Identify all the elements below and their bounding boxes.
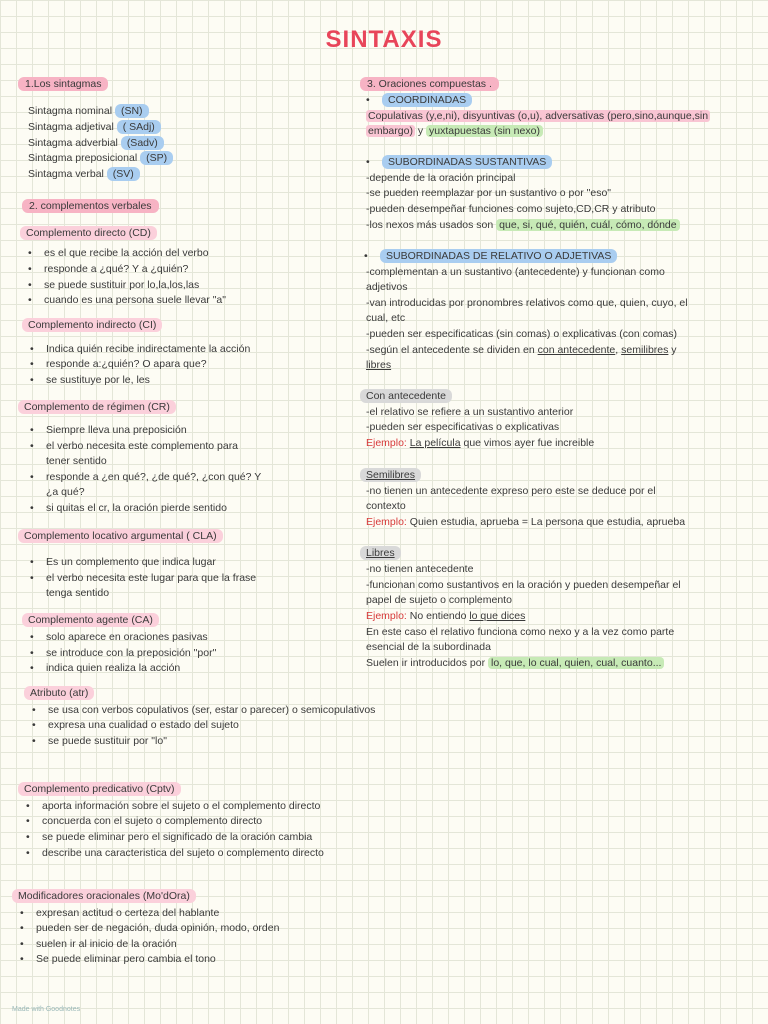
list-item: • responde a ¿en qué?, ¿de qué?, ¿con qué? Y: [46, 471, 261, 483]
page-title: SINTAXIS: [325, 26, 443, 53]
text-line: -pueden ser especificaticas (sin comas) o explicativas (con comas): [366, 328, 678, 340]
ci-heading: Complemento indirecto (CI): [22, 319, 162, 331]
list-item: Sintagma preposicional (SP): [28, 152, 173, 164]
ca-heading: Complemento agente (CA): [22, 614, 159, 626]
list-item: • expresa una cualidad o estado del sujeto: [48, 719, 239, 731]
list-item: • el verbo necesita este lugar para que la frase: [46, 572, 256, 584]
text-line: -funcionan como sustantivos en la oración y pueden desempeñar el: [366, 579, 681, 591]
text-line: -los nexos más usados son que, si, qué, quién, cuál, cómo, dónde: [366, 219, 680, 231]
list-item: tener sentido: [46, 455, 107, 467]
list-item: • es el que recibe la acción del verbo: [44, 247, 209, 259]
list-item: • Siempre lleva una preposición: [46, 424, 187, 436]
example-line: Ejemplo: No entiendo lo que dices: [366, 610, 526, 622]
text-line: libres: [366, 359, 392, 371]
list-item: • se puede sustituir por lo,la,los,las: [44, 279, 199, 291]
list-item: • se puede sustituir por "lo": [48, 735, 167, 747]
text-line: En este caso el relativo funciona como nexo y a la vez como parte: [366, 626, 675, 638]
list-item: • se puede eliminar pero el significado de la oración cambia: [42, 831, 312, 843]
text-line: -se pueden reemplazar por un sustantivo o por "eso": [366, 187, 612, 199]
goodnotes-watermark: Made with Goodnotes: [12, 1006, 81, 1013]
list-item: • se sustituye por le, les: [46, 374, 150, 386]
list-item: • indica quien realiza la acción: [46, 662, 180, 674]
list-item: • pueden ser de negación, duda opinión, modo, orden: [36, 922, 279, 934]
mod-heading: Modificadores oracionales (Mo'dOra): [12, 890, 196, 902]
text-line: Suelen ir introducidos por lo, que, lo cual, quien, cual, cuanto...: [366, 657, 664, 669]
atr-heading: Atributo (atr): [24, 687, 94, 699]
text-line: -el relativo se refiere a un sustantivo anterior: [366, 406, 574, 418]
list-item: • suelen ir al inicio de la oración: [36, 938, 177, 950]
text-line: esencial de la subordinada: [366, 641, 491, 653]
example-line: Ejemplo: Quien estudia, aprueba = La persona que estudia, aprueba: [366, 516, 686, 528]
text-line: papel de sujeto o complemento: [366, 594, 512, 606]
list-item: • solo aparece en oraciones pasivas: [46, 631, 208, 643]
cr-heading: Complemento de régimen (CR): [18, 401, 176, 413]
list-item: • aporta información sobre el sujeto o el complemento directo: [42, 800, 320, 812]
text-line: -van introducidas por pronombres relativos como que, quien, cuyo, el: [366, 297, 688, 309]
example-line: Ejemplo: La película que vimos ayer fue increible: [366, 437, 595, 449]
list-item: • Es un complemento que indica lugar: [46, 556, 216, 568]
list-item: • el verbo necesita este complemento para: [46, 440, 238, 452]
section-sintagmas-heading: 1.Los sintagmas: [18, 78, 108, 90]
text-line: -según el antecedente se dividen en con antecedente, semilibres y: [366, 344, 677, 356]
text-line: -no tienen antecedente: [366, 563, 474, 575]
list-item: • expresan actitud o certeza del hablante: [36, 907, 219, 919]
cptv-heading: Complemento predicativo (Cptv): [18, 783, 181, 795]
list-item: • responde a ¿qué? Y a ¿quién?: [44, 263, 188, 275]
con-antecedente-label: Con antecedente: [360, 390, 452, 402]
list-item: • cuando es una persona suele llevar "a": [44, 294, 226, 306]
cla-heading: Complemento locativo argumental ( CLA): [18, 530, 223, 542]
list-item: • si quitas el cr, la oración pierde sentido: [46, 502, 227, 514]
list-item: Sintagma nominal (SN): [28, 105, 149, 117]
text-line: -pueden desempeñar funciones como sujeto,CD,CR y atributo: [366, 203, 656, 215]
list-item: • concuerda con el sujeto o complemento directo: [42, 815, 262, 827]
semilibres-label: Semilibres: [360, 469, 421, 481]
list-item: ¿a qué?: [46, 486, 85, 498]
coordinadas-line: Copulativas (y,e,ni), disyuntivas (o,u), adversativas (pero,sino,aunque,sin: [368, 110, 709, 122]
list-item: • describe una caracteristica del sujeto o complemento directo: [42, 847, 324, 859]
list-item: • Indica quién recibe indirectamente la acción: [46, 343, 250, 355]
text-line: -no tienen un antecedente expreso pero este se deduce por el: [366, 485, 656, 497]
section-oraciones-heading: 3. Oraciones compuestas .: [360, 78, 499, 90]
list-item: • Se puede eliminar pero cambia el tono: [36, 953, 216, 965]
cd-heading: Complemento directo (CD): [20, 227, 157, 239]
text-line: -complementan a un sustantivo (antecedente) y funcionan como: [366, 266, 665, 278]
text-line: contexto: [366, 500, 406, 512]
text-line: -pueden ser especificativas o explicativas: [366, 421, 560, 433]
text-line: cual, etc: [366, 312, 406, 324]
list-item: • se usa con verbos copulativos (ser, estar o parecer) o semicopulativos: [48, 704, 375, 716]
section-complementos-heading: 2. complementos verbales: [22, 200, 159, 212]
text-line: adjetivos: [366, 281, 408, 293]
sustantivas-label: • SUBORDINADAS SUSTANTIVAS: [382, 156, 552, 168]
text-line: -depende de la oración principal: [366, 172, 516, 184]
libres-label: Libres: [360, 547, 401, 559]
list-item: Sintagma adverbial (Sadv): [28, 137, 164, 149]
list-item: tenga sentido: [46, 587, 110, 599]
relativo-label: • SUBORDINADAS DE RELATIVO O ADJETIVAS: [380, 250, 617, 262]
coordinadas-line: embargo) y yuxtapuestas (sin nexo): [366, 125, 543, 137]
list-item: Sintagma adjetival ( SAdj): [28, 121, 161, 133]
list-item: Sintagma verbal (SV): [28, 168, 140, 180]
list-item: • responde a:¿quién? O apara que?: [46, 358, 207, 370]
coordinadas-label: • COORDINADAS: [382, 94, 472, 106]
list-item: • se introduce con la preposición "por": [46, 647, 216, 659]
